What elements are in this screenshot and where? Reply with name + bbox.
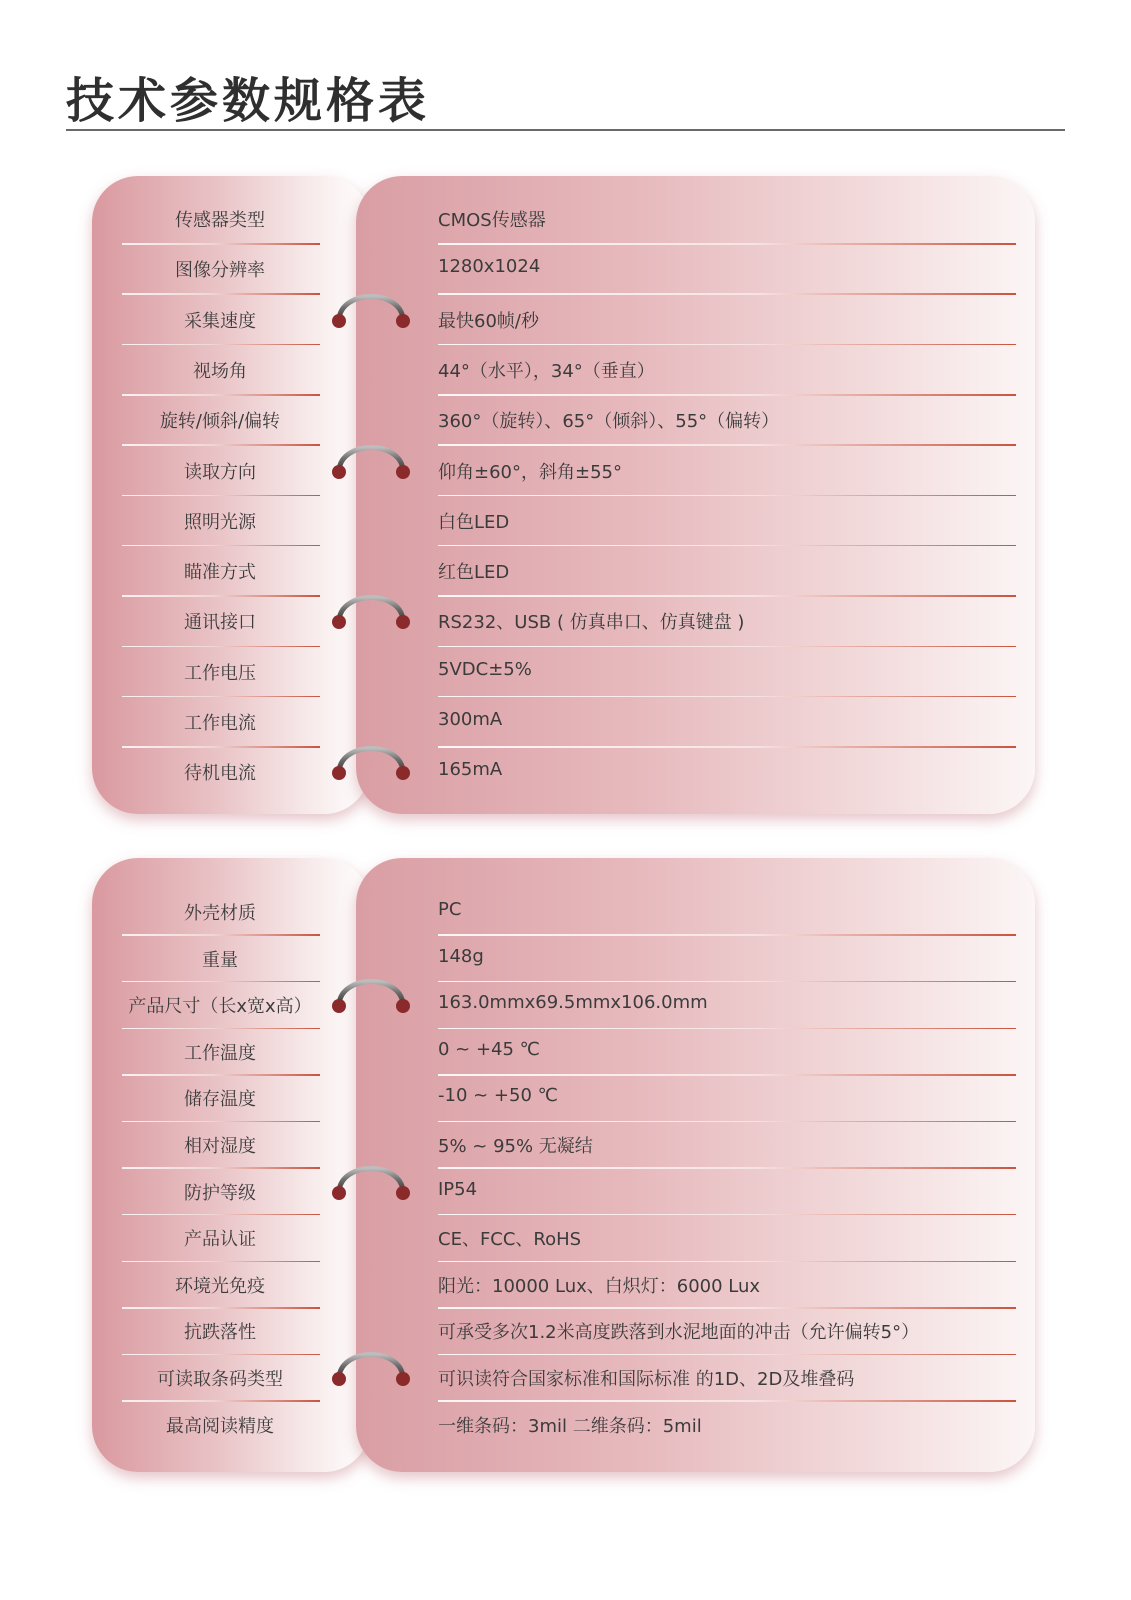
spec-value: 5VDC±5% bbox=[438, 658, 532, 680]
spec-value: CMOS传感器 bbox=[438, 210, 546, 231]
spec-value: 可承受多次1.2米高度跌落到水泥地面的冲击（允许偏转5°） bbox=[438, 1322, 920, 1344]
spec-label: 图像分辨率 bbox=[175, 260, 265, 282]
spec-value: 360°（旋转）、65°（倾斜）、55°（偏转） bbox=[438, 411, 780, 433]
row-divider-right bbox=[438, 646, 1016, 648]
row-divider-left bbox=[122, 495, 320, 497]
row-divider-right bbox=[438, 1400, 1016, 1402]
spec-label: 抗跌落性 bbox=[184, 1322, 256, 1344]
row-divider-right bbox=[438, 243, 1016, 245]
binder-ring-icon bbox=[330, 1345, 412, 1389]
row-divider-right bbox=[438, 344, 1016, 346]
spec-value: 165mA bbox=[438, 759, 503, 781]
row-divider-left bbox=[122, 444, 320, 446]
spec-value: 阳光：10000 Lux、白炽灯：6000 Lux bbox=[438, 1275, 761, 1297]
spec-label: 照明光源 bbox=[184, 511, 256, 533]
row-divider-left bbox=[122, 1354, 320, 1356]
spec-label: 工作温度 bbox=[184, 1042, 256, 1064]
spec-value: -10 ~ +50 ℃ bbox=[438, 1085, 558, 1107]
row-divider-right bbox=[438, 1261, 1016, 1263]
row-divider-left bbox=[122, 1074, 320, 1076]
row-divider-left bbox=[122, 1307, 320, 1309]
spec-label: 防护等级 bbox=[184, 1182, 256, 1204]
spec-value: 白色LED bbox=[438, 511, 510, 533]
spec-value: 1280x1024 bbox=[438, 256, 541, 278]
row-divider-right bbox=[438, 1214, 1016, 1216]
spec-label: 采集速度 bbox=[184, 310, 256, 332]
row-divider-right bbox=[438, 1307, 1016, 1309]
spec-label: 读取方向 bbox=[184, 461, 256, 483]
spec-label: 待机电流 bbox=[184, 763, 256, 785]
binder-ring-icon bbox=[330, 588, 412, 632]
row-divider-left bbox=[122, 646, 320, 648]
spec-label: 重量 bbox=[202, 949, 238, 971]
row-divider-left bbox=[122, 1214, 320, 1216]
row-divider-left bbox=[122, 934, 320, 936]
row-divider-left bbox=[122, 293, 320, 295]
row-divider-right bbox=[438, 981, 1016, 983]
spec-value: 最快60帧/秒 bbox=[438, 310, 539, 332]
row-divider-right bbox=[438, 696, 1016, 698]
spec-label: 工作电流 bbox=[184, 713, 256, 734]
row-divider-left bbox=[122, 595, 320, 597]
spec-value: 红色LED bbox=[438, 562, 510, 584]
spec-label: 相对湿度 bbox=[184, 1136, 256, 1157]
row-divider-right bbox=[438, 1121, 1016, 1123]
row-divider-right bbox=[438, 746, 1016, 748]
row-divider-right bbox=[438, 934, 1016, 936]
row-divider-right bbox=[438, 1354, 1016, 1356]
row-divider-left bbox=[122, 1028, 320, 1030]
spec-value: 300mA bbox=[438, 709, 503, 730]
spec-label: 通讯接口 bbox=[184, 612, 256, 634]
spec-label: 环境光免疫 bbox=[175, 1275, 265, 1297]
row-divider-right bbox=[438, 1028, 1016, 1030]
row-divider-right bbox=[438, 595, 1016, 597]
row-divider-left bbox=[122, 1121, 320, 1123]
row-divider-right bbox=[438, 1074, 1016, 1076]
row-divider-left bbox=[122, 243, 320, 245]
spec-label: 旋转/倾斜/偏转 bbox=[159, 411, 281, 433]
row-divider-right bbox=[438, 293, 1016, 295]
row-divider-right bbox=[438, 545, 1016, 547]
page-title: 技术参数规格表 bbox=[66, 73, 431, 129]
spec-label: 工作电压 bbox=[184, 662, 256, 684]
binder-ring-icon bbox=[330, 972, 412, 1016]
spec-table-optical bbox=[0, 176, 1131, 816]
row-divider-left bbox=[122, 344, 320, 346]
spec-table-physical bbox=[0, 858, 1131, 1474]
row-divider-right bbox=[438, 394, 1016, 396]
row-divider-left bbox=[122, 1400, 320, 1402]
spec-value: 5% ~ 95% 无凝结 bbox=[438, 1136, 593, 1157]
spec-value: IP54 bbox=[438, 1178, 478, 1200]
row-divider-left bbox=[122, 981, 320, 983]
row-divider-left bbox=[122, 746, 320, 748]
spec-value: CE、FCC、RoHS bbox=[438, 1229, 582, 1251]
binder-ring-icon bbox=[330, 438, 412, 482]
row-divider-left bbox=[122, 545, 320, 547]
spec-label: 储存温度 bbox=[184, 1089, 256, 1111]
row-divider-left bbox=[122, 1167, 320, 1169]
row-divider-left bbox=[122, 1261, 320, 1263]
spec-value: RS232、USB ( 仿真串口、仿真键盘 ) bbox=[438, 612, 745, 634]
row-divider-left bbox=[122, 696, 320, 698]
spec-value: PC bbox=[438, 899, 462, 920]
spec-value: 0 ~ +45 ℃ bbox=[438, 1038, 540, 1060]
spec-value: 仰角±60°，斜角±55° bbox=[438, 461, 622, 483]
binder-ring-icon bbox=[330, 1159, 412, 1203]
row-divider-right bbox=[438, 444, 1016, 446]
spec-value: 163.0mmx69.5mmx106.0mm bbox=[438, 992, 708, 1014]
spec-label: 产品尺寸（长x宽x高） bbox=[128, 996, 312, 1018]
binder-ring-icon bbox=[330, 739, 412, 783]
spec-value: 44°（水平），34°（垂直） bbox=[438, 360, 655, 382]
spec-label: 外壳材质 bbox=[184, 903, 256, 924]
row-divider-right bbox=[438, 1167, 1016, 1169]
spec-label: 产品认证 bbox=[184, 1229, 256, 1251]
spec-label: 可读取条码类型 bbox=[157, 1369, 283, 1390]
spec-value: 可识读符合国家标准和国际标准 的1D、2D及堆叠码 bbox=[438, 1369, 855, 1390]
spec-value: 一维条码：3mil 二维条码：5mil bbox=[438, 1415, 702, 1437]
row-divider-right bbox=[438, 495, 1016, 497]
spec-value: 148g bbox=[438, 945, 484, 967]
spec-label: 视场角 bbox=[193, 360, 247, 382]
binder-ring-icon bbox=[330, 287, 412, 331]
title-divider bbox=[66, 129, 1065, 131]
spec-label: 瞄准方式 bbox=[184, 562, 256, 584]
spec-label: 最高阅读精度 bbox=[166, 1415, 274, 1437]
spec-label: 传感器类型 bbox=[175, 210, 265, 231]
row-divider-left bbox=[122, 394, 320, 396]
